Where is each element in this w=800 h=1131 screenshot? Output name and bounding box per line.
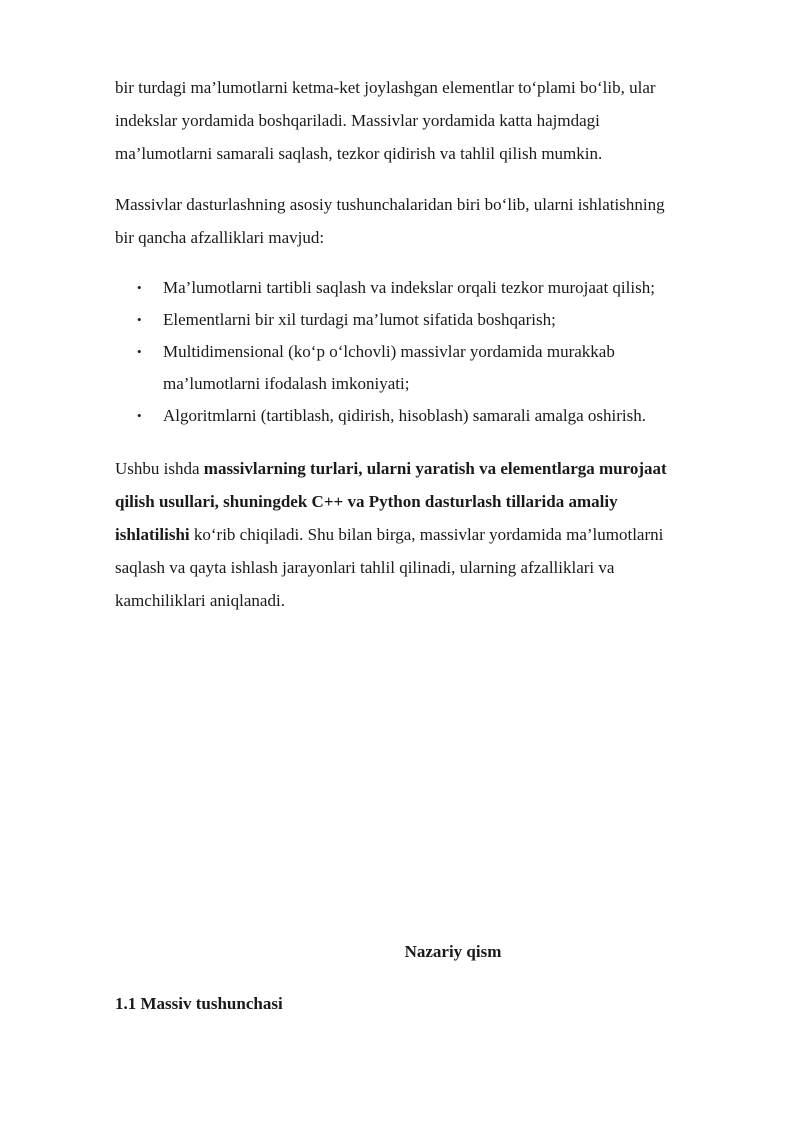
list-item-text: Multidimensional (ko‘p o‘lchovli) massivlar yordamida murakkab (163, 342, 615, 361)
paragraph-line: bir qancha afzalliklari mavjud: (115, 228, 325, 247)
paragraph-line: saqlash va qayta ishlash jarayonlari tahlil qilinadi, ularning afzalliklari va (115, 558, 615, 577)
normal-text: ko‘rib chiqiladi. Shu bilan birga, massivlar yordamida ma’lumotlarni (189, 525, 664, 544)
bold-text: massivlarning turlari, ularni yaratish va elementlarga murojaat (203, 459, 667, 478)
paragraph-line: Massivlar dasturlashning asosiy tushunchalaridan biri bo‘lib, ularni ishlatishning (115, 195, 665, 214)
paragraph-line (115, 452, 730, 485)
section-heading: Nazariy qism (404, 942, 502, 961)
paragraph-line: kamchiliklari aniqlanadi. (115, 591, 285, 610)
list-item-text: Algoritmlarni (tartiblash, qidirish, hisoblash) samarali amalga oshirish. (163, 406, 646, 425)
list-item-text: ma’lumotlarni ifodalash imkoniyati; (163, 374, 410, 393)
advantages-intro-paragraph (115, 188, 730, 254)
list-item-text: Elementlarni bir xil turdagi ma’lumot sifatida boshqarish; (163, 310, 556, 329)
advantages-list (115, 272, 735, 432)
bold-text: ishlatilishi (115, 525, 190, 544)
list-item (115, 304, 735, 336)
list-item-text: Ma’lumotlarni tartibli saqlash va indekslar orqali tezkor murojaat qilish; (163, 278, 655, 297)
paragraph-line: indekslar yordamida boshqariladi. Massivlar yordamida katta hajmdagi (115, 111, 600, 130)
paragraph-line: bir turdagi ma’lumotlarni ketma-ket joylashgan elementlar to‘plami bo‘lib, ular (115, 78, 656, 97)
bullet-icon: • (137, 280, 142, 295)
bullet-icon: • (137, 312, 142, 327)
bullet-icon: • (137, 408, 142, 423)
list-item (115, 336, 735, 400)
bullet-icon: • (137, 344, 142, 359)
paragraph-line (115, 518, 730, 551)
scope-paragraph (115, 452, 730, 617)
list-item (115, 400, 735, 432)
paragraph-line: qilish usullari, shuningdek C++ va Python dasturlash tillarida amaliy (115, 492, 618, 511)
subsection-heading: 1.1 Massiv tushunchasi (115, 994, 283, 1013)
paragraph-line: ma’lumotlarni samarali saqlash, tezkor qidirish va tahlil qilish mumkin. (115, 144, 603, 163)
intro-paragraph (115, 71, 730, 170)
normal-text: Ushbu ishda (115, 459, 204, 478)
list-item (115, 272, 735, 304)
